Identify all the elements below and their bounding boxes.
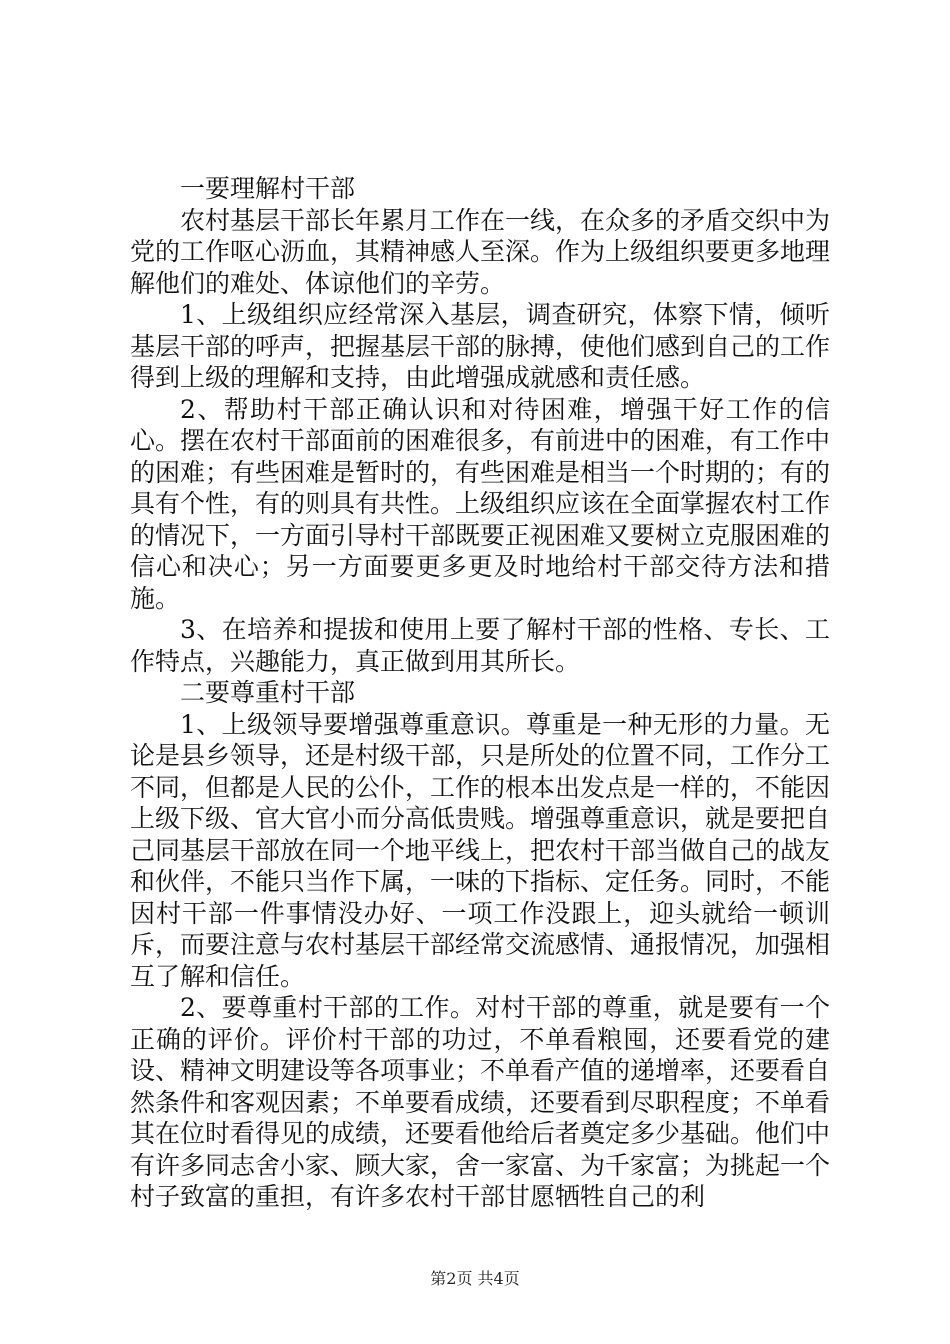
paragraph-item-2: 2、帮助村干部正确认识和对待困难，增强干好工作的信心。摆在农村干部面前的困难很多，有前进中的困难，有工作中的困难；有些困难是暂时的，有些困难是相当一个时期的；有的具有个性，有的则具有共性。上级组织应该在全面掌握农村工作的情况下，一方面引导村干部既要正视困难又要树立克服困难的信心和决心；另一方面要更多更及时地给村干部交待方法和措施。: [130, 394, 831, 613]
section-heading-1: 一要理解村干部: [180, 174, 356, 203]
paragraph-respect-2: 2、要尊重村干部的工作。对村干部的尊重，就是要有一个正确的评价。评价村干部的功过，不单看粮囤，还要看党的建设、精神文明建设等各项事业；不单看产值的递增率，还要看自然条件和客观因素；不单要看成绩，还要看到尽职程度；不单看其在位时看得见的成绩，还要看他给后者奠定多少基础。他们中有许多同志舍小家、顾大家，舍一家富、为千家富；为挑起一个村子致富的重担，有许多农村干部甘愿牺牲自己的利: [130, 993, 831, 1211]
page-number-footer: 第2页 共4页: [430, 1269, 520, 1288]
paragraph-item-1: 1、上级组织应经常深入基层，调查研究，体察下情，倾听基层干部的呼声，把握基层干部的脉搏，使他们感到自己的工作得到上级的理解和支持，由此增强成就感和责任感。: [130, 300, 831, 392]
paragraph-intro: 农村基层干部长年累月工作在一线，在众多的矛盾交织中为党的工作呕心沥血，其精神感人至深。作为上级组织要更多地理解他们的难处、体谅他们的辛劳。: [130, 205, 831, 298]
document-body: [130, 173, 830, 1213]
paragraph-respect-1: 1、上级领导要增强尊重意识。尊重是一种无形的力量。无论是县乡领导，还是村级干部，只是所处的位置不同，工作分工不同，但都是人民的公仆，工作的根本出发点是一样的，不能因上级下级、官大官小而分高低贵贱。增强尊重意识，就是要把自己同基层干部放在同一个地平线上，把农村干部当做自己的战友和伙伴，不能只当作下属，一味的下指标、定任务。同时，不能因村干部一件事情没办好、一项工作没跟上，迎头就给一顿训斥，而要注意与农村基层干部经常交流感情、通报情况，加强相互了解和信任。: [130, 709, 831, 991]
paragraph-item-3: 3、在培养和提拔和使用上要了解村干部的性格、专长、工作特点，兴趣能力，真正做到用其所长。: [130, 615, 830, 676]
section-heading-2: 二要尊重村干部: [180, 678, 356, 707]
